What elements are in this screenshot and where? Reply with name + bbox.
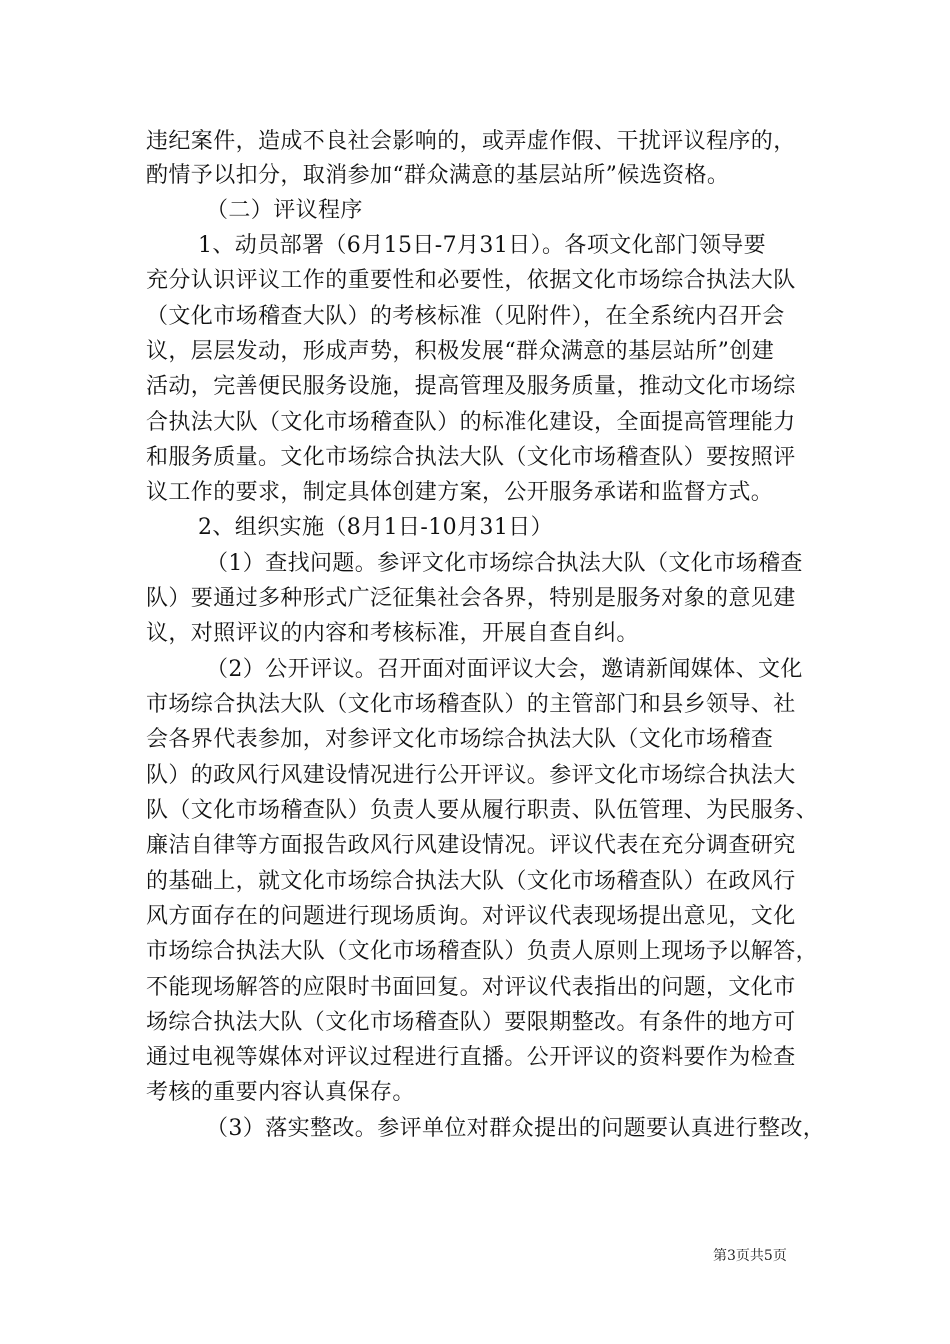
text-line: 队）的政风行风建设情况进行公开评议。参评文化市场综合执法大 <box>146 763 796 788</box>
text-line: 1、动员部署（6月15日-7月31日）。各项文化部门领导要 <box>198 233 767 258</box>
text-line: 活动，完善便民服务设施，提高管理及服务质量，推动文化市场综 <box>146 374 796 399</box>
text-line: 的基础上，就文化市场综合执法大队（文化市场稽查队）在政风行 <box>146 869 796 894</box>
text-line: （文化市场稽查大队）的考核标准（见附件），在全系统内召开会 <box>146 304 785 329</box>
text-line: 考核的重要内容认真保存。 <box>146 1080 415 1105</box>
text-line: 议，层层发动，形成声势，积极发展“群众满意的基层站所”创建 <box>146 339 775 364</box>
text-line: 风方面存在的问题进行现场质询。对评议代表现场提出意见，文化 <box>146 904 796 929</box>
text-line: 市场综合执法大队（文化市场稽查队）负责人原则上现场予以解答， <box>146 939 819 964</box>
subsection-heading: 2、组织实施（8月1日-10月31日） <box>198 515 554 540</box>
text-line: （3）落实整改。参评单位对群众提出的问题要认真进行整改， <box>206 1116 826 1141</box>
text-line: 议工作的要求，制定具体创建方案，公开服务承诺和监督方式。 <box>146 480 774 505</box>
text-line: 不能现场解答的应限时书面回复。对评议代表指出的问题，文化市 <box>146 975 796 1000</box>
text-line: 议，对照评议的内容和考核标准，开展自查自纠。 <box>146 621 639 646</box>
text-line: 违纪案件，造成不良社会影响的，或弄虚作假、干扰评议程序的， <box>146 129 796 154</box>
text-line: 合执法大队（文化市场稽查队）的标准化建设，全面提高管理能力 <box>146 410 796 435</box>
text-line: 队）要通过多种形式广泛征集社会各界，特别是服务对象的意见建 <box>146 586 796 611</box>
text-line: （2）公开评议。召开面对面评议大会，邀请新闻媒体、文化 <box>206 657 803 682</box>
text-line: 廉洁自律等方面报告政风行风建设情况。评议代表在充分调查研究 <box>146 833 796 858</box>
text-line: 市场综合执法大队（文化市场稽查队）的主管部门和县乡领导、社 <box>146 692 796 717</box>
section-heading: （二）评议程序 <box>206 198 363 223</box>
text-line: 充分认识评议工作的重要性和必要性，依据文化市场综合执法大队 <box>146 268 796 293</box>
text-line: 酌情予以扣分，取消参加“群众满意的基层站所”候选资格。 <box>146 163 730 188</box>
text-line: 和服务质量。文化市场综合执法大队（文化市场稽查队）要按照评 <box>146 445 796 470</box>
text-line: 场综合执法大队（文化市场稽查队）要限期整改。有条件的地方可 <box>146 1010 796 1035</box>
page-number: 第3页共5页 <box>713 1248 787 1264</box>
text-line: 会各界代表参加，对参评文化市场综合执法大队（文化市场稽查 <box>146 727 774 752</box>
text-line: （1）查找问题。参评文化市场综合执法大队（文化市场稽查 <box>206 551 803 576</box>
text-line: 通过电视等媒体对评议过程进行直播。公开评议的资料要作为检查 <box>146 1045 796 1070</box>
text-line: 队（文化市场稽查队）负责人要从履行职责、队伍管理、为民服务、 <box>146 798 819 823</box>
